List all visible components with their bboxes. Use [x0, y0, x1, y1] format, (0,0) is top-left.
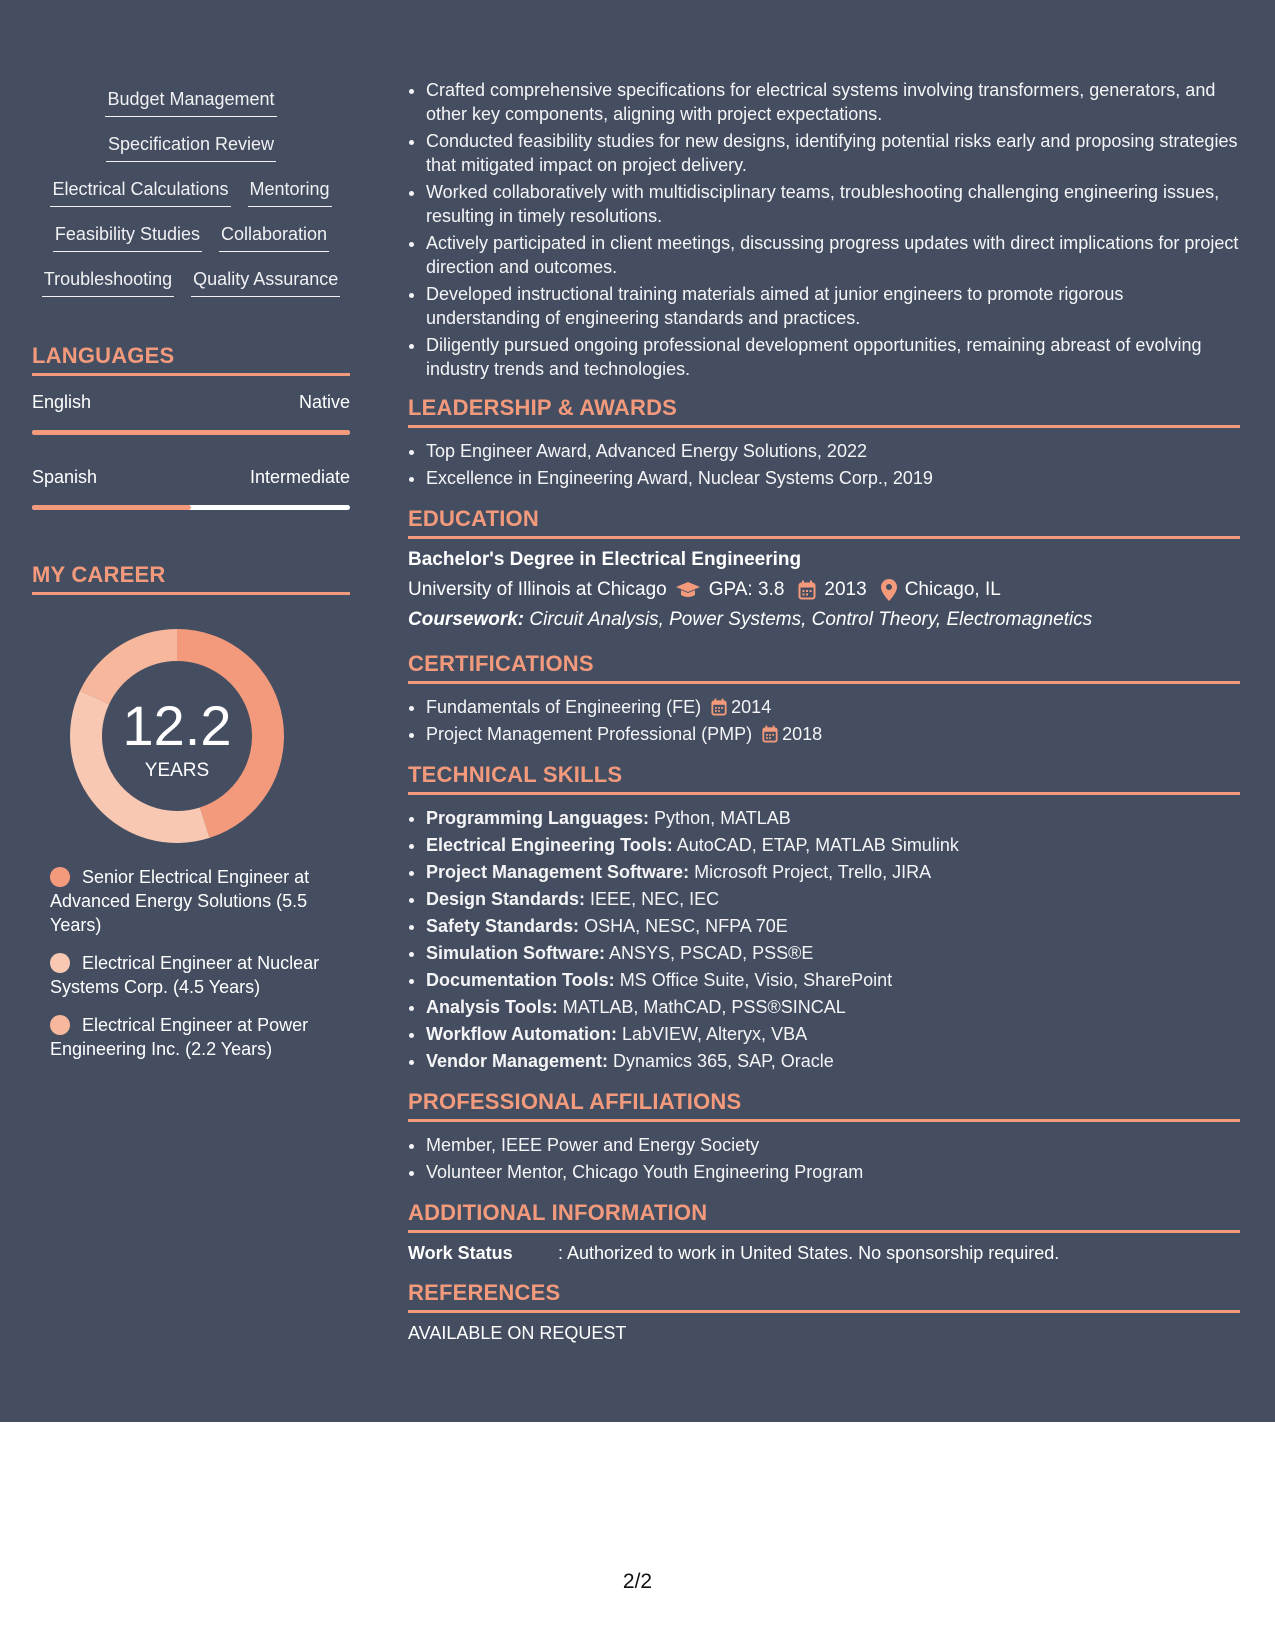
coursework-list: Circuit Analysis, Power Systems, Control Theory, Electromagnetics [529, 609, 1093, 630]
degree-title: Bachelor's Degree in Electrical Engineering [408, 549, 802, 570]
career-legend-item [50, 1013, 330, 1061]
work-status-label: Work Status [408, 1243, 513, 1263]
skill-values: Python, MATLAB [654, 808, 791, 828]
technical-skill-item [426, 859, 1240, 886]
career-legend-item [50, 865, 330, 937]
certifications-list [408, 694, 1240, 748]
experience-bullets [408, 78, 1240, 381]
references-text: AVAILABLE ON REQUEST [408, 1323, 627, 1343]
skill-category: Project Management Software: [426, 862, 690, 882]
legend-label: Electrical Engineer at Nuclear Systems Corp. (4.5 Years) [50, 953, 320, 997]
legend-dot [50, 1015, 70, 1035]
language-row [32, 392, 350, 416]
affiliations-heading: PROFESSIONAL AFFILIATIONS [408, 1089, 1240, 1122]
skill-values: AutoCAD, ETAP, MATLAB Simulink [676, 835, 959, 855]
skill-values: OSHA, NESC, NFPA 70E [584, 916, 788, 936]
legend-label: Electrical Engineer at Power Engineering Inc. (2.2 Years) [50, 1015, 309, 1059]
experience-bullet: • Crafted comprehensive specifications for electrical systems involving transformers, generators, and other key components, aligning with project expectations. [426, 78, 1240, 126]
calendar-icon [762, 725, 778, 743]
skill-tag: Mentoring [248, 178, 332, 207]
skill-tag: Troubleshooting [42, 268, 174, 297]
language-name: Spanish [32, 467, 98, 487]
sidebar [32, 78, 350, 1075]
skill-category: Workflow Automation: [426, 1024, 617, 1044]
skill-category: Programming Languages: [426, 808, 650, 828]
leadership-heading: LEADERSHIP & AWARDS [408, 395, 1240, 428]
leadership-list [408, 438, 1240, 492]
skill-category: Safety Standards: [426, 916, 580, 936]
coursework [408, 609, 1240, 631]
school-name: University of Illinois at Chicago [408, 579, 667, 600]
technical-skills-heading: TECHNICAL SKILLS [408, 762, 1240, 795]
skill-values: Dynamics 365, SAP, Oracle [613, 1051, 834, 1071]
skill-tag: Quality Assurance [191, 268, 340, 297]
skill-category: Electrical Engineering Tools: [426, 835, 673, 855]
skill-category: Design Standards: [426, 889, 586, 909]
skills-row [42, 268, 341, 313]
language-level: Native [298, 392, 350, 412]
language-level: Intermediate [249, 467, 350, 487]
technical-skill-item [426, 940, 1240, 967]
skill-tag: Specification Review [106, 133, 276, 162]
skill-tag: Electrical Calculations [50, 178, 230, 207]
certification-name: Project Management Professional (PMP) [426, 724, 753, 744]
technical-skill-item [426, 1048, 1240, 1075]
career-heading: MY CAREER [32, 562, 350, 595]
skills-row [106, 133, 276, 178]
technical-skill-item [426, 913, 1240, 940]
technical-skill-item [426, 886, 1240, 913]
calendar-icon [798, 580, 816, 600]
skills-row [53, 223, 329, 268]
award-item: • Excellence in Engineering Award, Nuclear Systems Corp., 2019 [426, 465, 1240, 492]
languages-heading: LANGUAGES [32, 343, 350, 376]
language-level-fill [32, 505, 191, 510]
skills-tags [32, 88, 350, 313]
skill-values: MATLAB, MathCAD, PSS®SINCAL [562, 997, 846, 1017]
affiliations-list [408, 1132, 1240, 1186]
career-donut-segment [80, 629, 177, 704]
work-status-row [408, 1243, 1240, 1264]
education-heading: EDUCATION [408, 506, 1240, 539]
language-level-bar [32, 505, 350, 510]
graduation-year: 2013 [824, 579, 867, 600]
location-pin-icon [881, 579, 897, 601]
legend-dot [50, 867, 70, 887]
technical-skills-list [408, 805, 1240, 1075]
technical-skill-item [426, 967, 1240, 994]
work-status-value: : Authorized to work in United States. No sponsorship required. [558, 1243, 1060, 1263]
technical-skill-item [426, 994, 1240, 1021]
legend-dot [50, 953, 70, 973]
languages-list [32, 392, 350, 510]
experience-bullet: • Diligently pursued ongoing professional development opportunities, remaining abreast of evolving industry trends and technologies. [426, 333, 1240, 381]
certification-year: 2014 [731, 697, 772, 717]
skill-values: MS Office Suite, Visio, SharePoint [619, 970, 893, 990]
skill-category: Vendor Management: [426, 1051, 609, 1071]
certification-year: 2018 [782, 724, 823, 744]
technical-skill-item [426, 805, 1240, 832]
language-name: English [32, 392, 92, 412]
career-legend [32, 865, 330, 1061]
skill-category: Simulation Software: [426, 943, 606, 963]
skill-values: IEEE, NEC, IEC [590, 889, 720, 909]
calendar-icon [711, 698, 727, 716]
experience-bullet: • Developed instructional training materials aimed at junior engineers to promote rigorous understanding of engineering standards and practices. [426, 282, 1240, 330]
career-legend-item [50, 951, 330, 999]
coursework-label: Coursework: [408, 609, 525, 630]
technical-skill-item [426, 1021, 1240, 1048]
language-level-fill [32, 430, 350, 435]
career-chart [32, 595, 350, 855]
career-unit: YEARS [144, 760, 210, 781]
skill-tag: Collaboration [219, 223, 329, 252]
experience-bullet: • Actively participated in client meetings, discussing progress updates with direct implications for project direction and outcomes. [426, 231, 1240, 279]
experience-bullet: • Worked collaboratively with multidisciplinary teams, troubleshooting challenging engineering issues, resulting in timely resolutions. [426, 180, 1240, 228]
skill-category: Analysis Tools: [426, 997, 558, 1017]
certification-item [426, 694, 1240, 721]
language-row [32, 467, 350, 491]
skills-row [50, 178, 331, 223]
main-content [408, 78, 1240, 1344]
additional-info-heading: ADDITIONAL INFORMATION [408, 1200, 1240, 1233]
language-level-bar [32, 430, 350, 435]
career-total: 12.2 [122, 694, 232, 757]
school-location: Chicago, IL [904, 579, 1001, 600]
skill-values: LabVIEW, Alteryx, VBA [622, 1024, 808, 1044]
skill-category: Documentation Tools: [426, 970, 615, 990]
skill-tag: Feasibility Studies [53, 223, 202, 252]
certification-name: Fundamentals of Engineering (FE) [426, 697, 702, 717]
skill-tag: Budget Management [105, 88, 276, 117]
career-donut-chart [64, 623, 290, 849]
skill-values: Microsoft Project, Trello, JIRA [694, 862, 932, 882]
technical-skill-item [426, 832, 1240, 859]
skills-row [105, 88, 276, 133]
experience-bullet: • Conducted feasibility studies for new designs, identifying potential risks early and proposing strategies that mitigated impact on project delivery. [426, 129, 1240, 177]
skill-values: ANSYS, PSCAD, PSS®E [609, 943, 814, 963]
legend-label: Senior Electrical Engineer at Advanced Energy Solutions (5.5 Years) [50, 867, 310, 935]
gpa: GPA: 3.8 [708, 579, 785, 600]
certification-item [426, 721, 1240, 748]
references-heading: REFERENCES [408, 1280, 1240, 1313]
page-number: 2/2 [622, 1570, 653, 1593]
education-details [408, 579, 1240, 601]
award-item: • Top Engineer Award, Advanced Energy Solutions, 2022 [426, 438, 1240, 465]
affiliation-item: • Member, IEEE Power and Energy Society [426, 1132, 1240, 1159]
affiliation-item: • Volunteer Mentor, Chicago Youth Engineering Program [426, 1159, 1240, 1186]
certifications-heading: CERTIFICATIONS [408, 651, 1240, 684]
graduation-cap-icon [675, 581, 701, 599]
